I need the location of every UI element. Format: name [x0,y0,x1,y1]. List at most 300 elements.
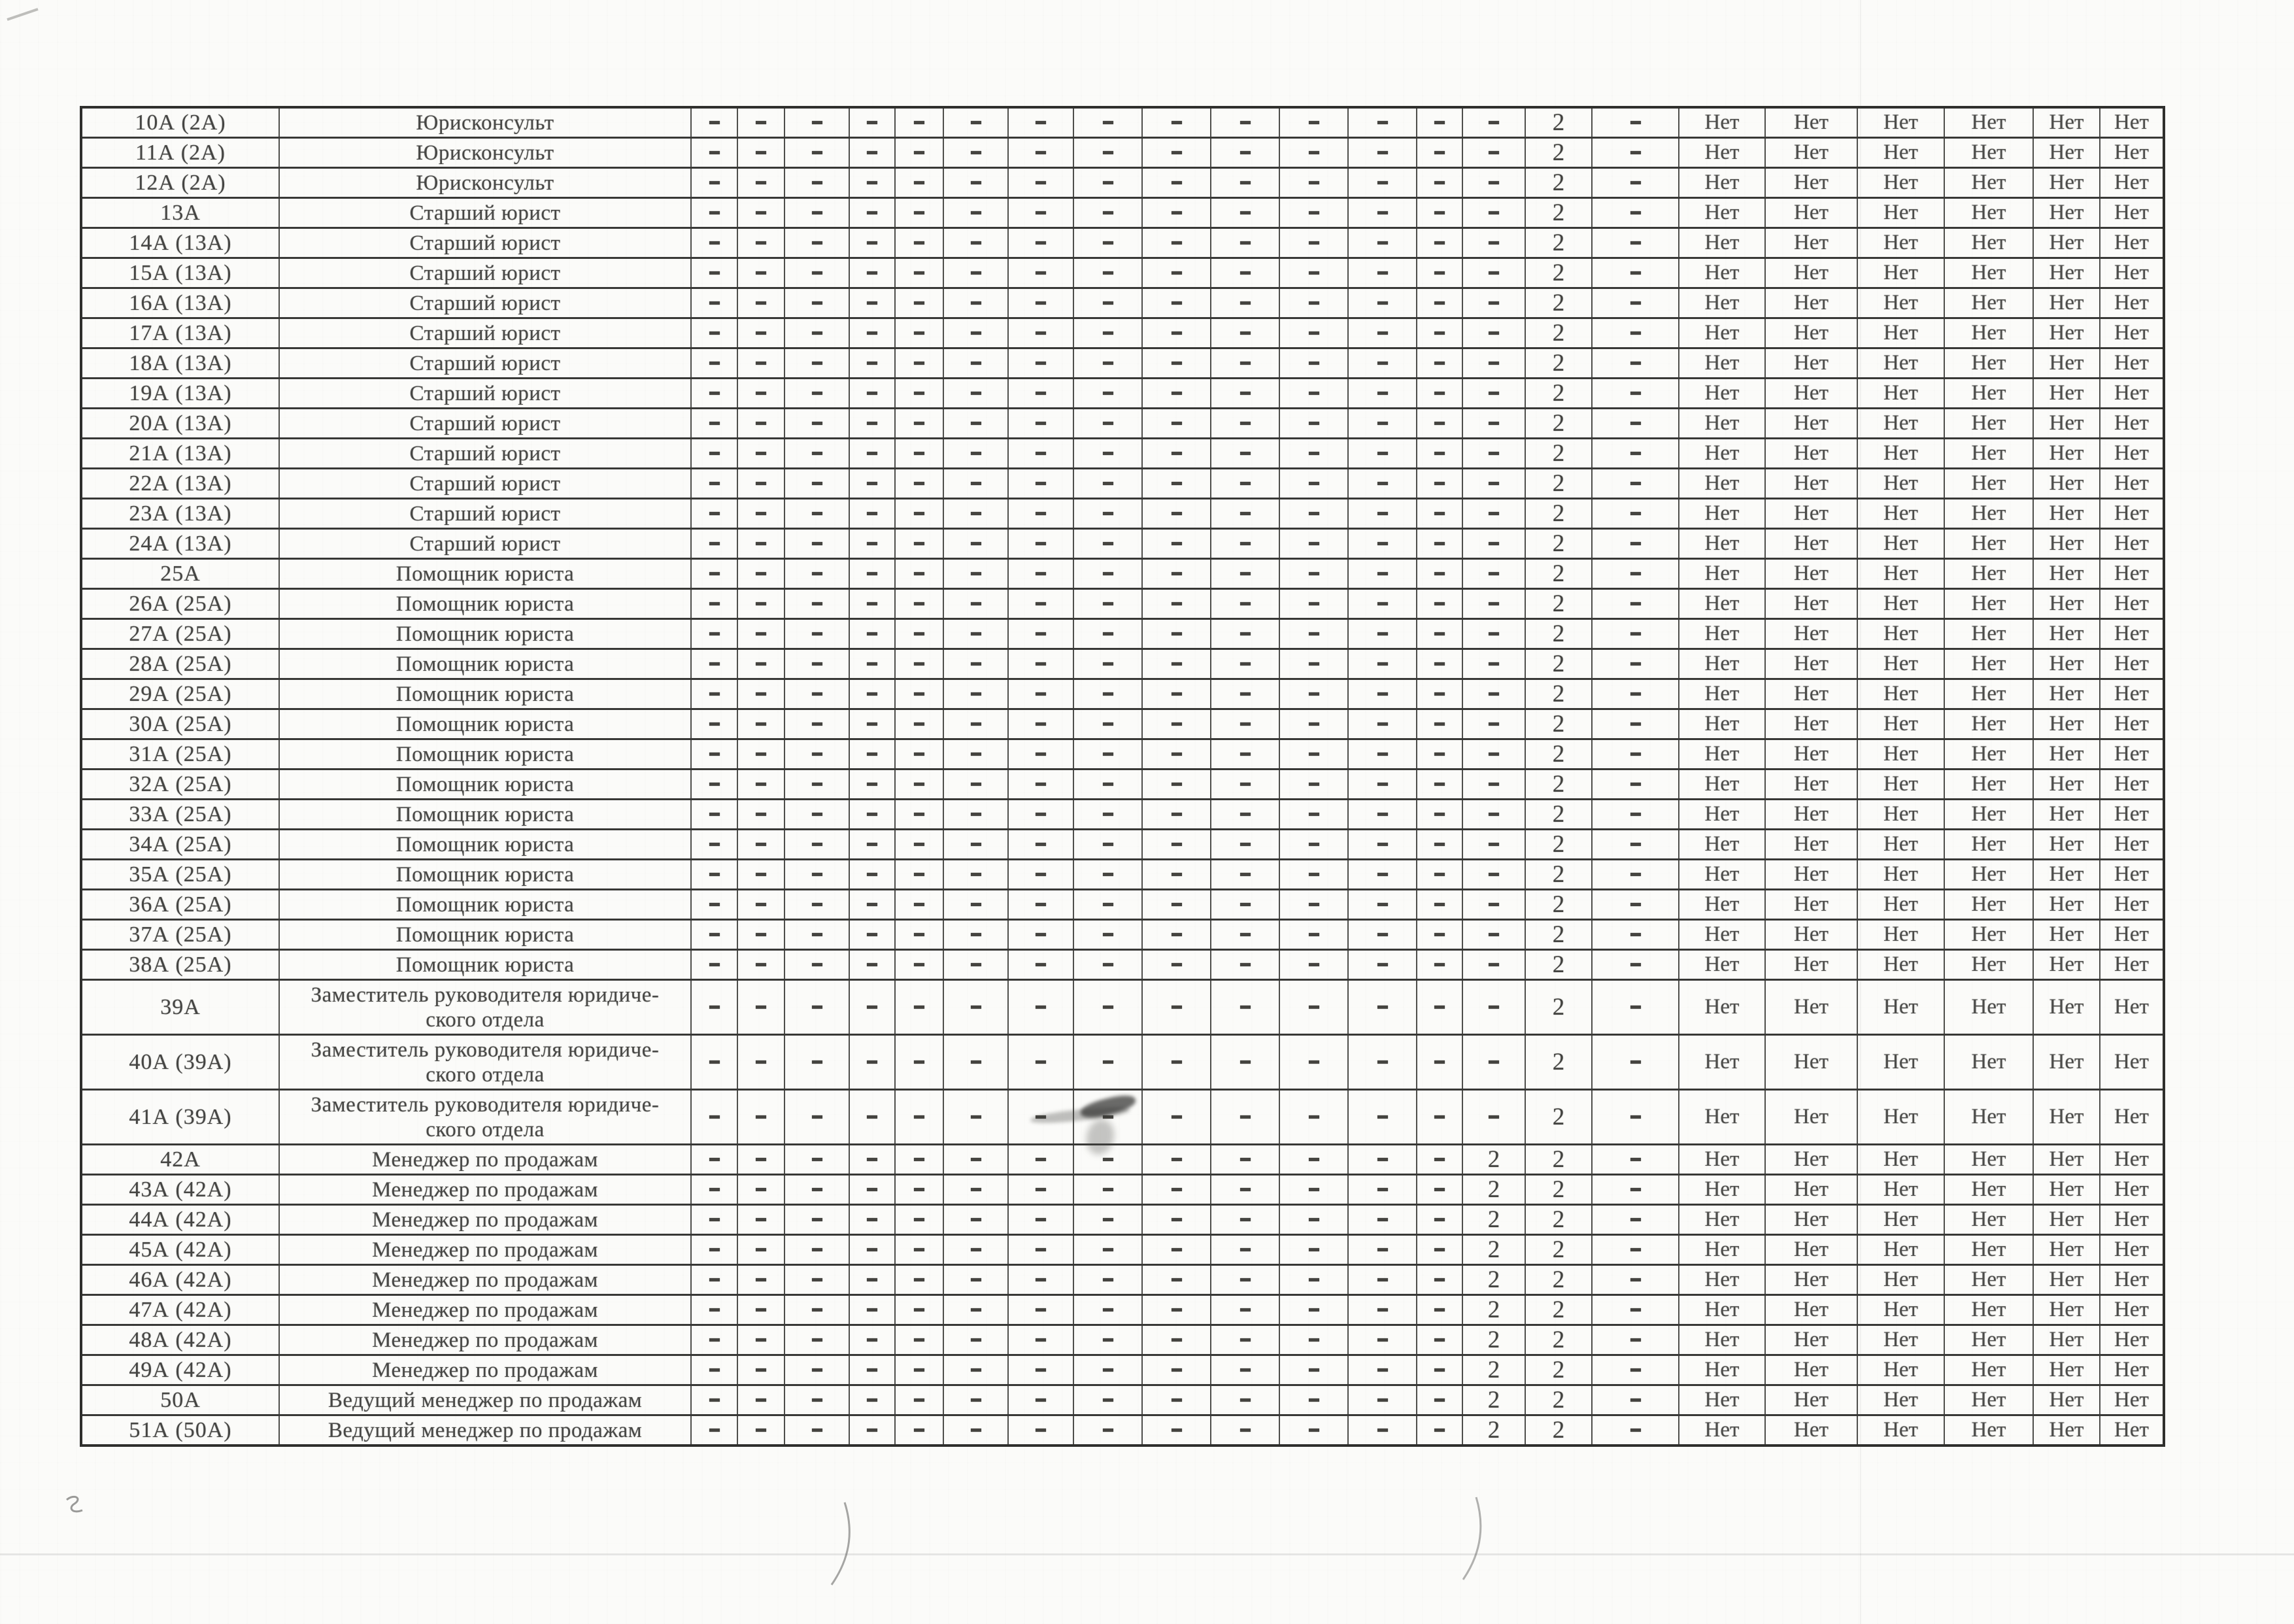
dash-cell [1142,288,1211,318]
dash-cell [1008,1175,1073,1205]
dash-cell [1592,1205,1679,1235]
count-cell: 2 [1525,619,1592,649]
net-cell: Нет [2033,379,2100,409]
net-cell: Нет [2033,980,2100,1035]
dash-cell [1462,499,1525,529]
dash-cell [1348,288,1417,318]
net-cell: Нет [1679,589,1765,619]
count-cell: 2 [1462,1205,1525,1235]
dash-cell [1462,348,1525,379]
dash-cell [943,1175,1008,1205]
dash-mark [709,482,720,485]
dash-mark [1377,301,1388,305]
net-cell: Нет [1765,860,1857,890]
dash-cell [1008,679,1073,709]
dash-cell [1348,1035,1417,1090]
dash-cell [737,980,784,1035]
dash-mark [914,963,924,966]
dash-mark [709,1188,720,1191]
dash-mark [914,211,924,214]
dash-mark [1630,1338,1641,1342]
net-cell: Нет [1944,318,2033,348]
dash-mark [756,362,766,365]
dash-mark [1036,722,1046,726]
dash-mark [971,873,981,876]
dash-cell [1211,348,1279,379]
dash-cell [1279,559,1348,589]
dash-mark [1240,241,1251,245]
dash-cell [1279,739,1348,770]
dash-mark [867,662,877,666]
dash-cell [737,1205,784,1235]
dash-cell [784,198,849,228]
net-cell: Нет [2100,1265,2164,1295]
dash-cell [784,379,849,409]
net-cell: Нет [1765,679,1857,709]
dash-mark [971,1308,981,1311]
position-code-cell: 48А (42А) [81,1325,279,1355]
count-cell: 2 [1525,709,1592,739]
dash-mark [1630,1115,1641,1119]
dash-cell [1279,469,1348,499]
net-cell: Нет [2100,1235,2164,1265]
net-cell: Нет [1679,619,1765,649]
dash-cell [943,770,1008,800]
dash-mark [867,1060,877,1064]
position-code-cell: 49А (42А) [81,1355,279,1385]
job-title-cell [279,559,691,589]
count-cell: 2 [1462,1385,1525,1415]
dash-mark [812,602,822,605]
dash-cell [1211,1385,1279,1415]
dash-cell [1348,890,1417,920]
dash-mark [1489,512,1499,515]
position-code-cell: 14А (13А) [81,228,279,258]
net-cell: Нет [1857,469,1944,499]
net-cell: Нет [1765,1175,1857,1205]
net-cell: Нет [2100,258,2164,288]
job-title-cell [279,619,691,649]
dash-mark [914,1006,924,1009]
job-title-line: Помощник юриста [396,682,575,706]
dash-mark [914,331,924,335]
dash-mark [1377,482,1388,485]
net-cell: Нет [1857,1145,1944,1175]
dash-cell [1073,1145,1142,1175]
net-cell: Нет [1944,379,2033,409]
dash-cell [784,1145,849,1175]
net-cell: Нет [1679,890,1765,920]
dash-cell [1417,1035,1462,1090]
net-cell: Нет [1679,288,1765,318]
dash-mark [1103,331,1113,335]
count-cell: 2 [1525,168,1592,198]
dash-mark [1630,362,1641,365]
net-cell: Нет [1857,589,1944,619]
dash-cell [849,830,895,860]
dash-cell [691,1035,737,1090]
dash-cell [1417,138,1462,168]
dash-mark [709,1429,720,1432]
net-cell: Нет [1857,409,1944,439]
dash-mark [914,1278,924,1281]
dash-mark [812,963,822,966]
net-cell: Нет [1857,529,1944,559]
dash-cell [1462,559,1525,589]
dash-cell [784,709,849,739]
dash-cell [1462,138,1525,168]
dash-mark [1240,1398,1251,1402]
dash-cell [1142,439,1211,469]
dash-cell [1417,1355,1462,1385]
dash-cell [1348,469,1417,499]
dash-mark [1489,1006,1499,1009]
net-cell: Нет [1679,950,1765,980]
net-cell: Нет [1679,709,1765,739]
dash-cell [784,168,849,198]
job-title-cell [279,138,691,168]
net-cell: Нет [2033,830,2100,860]
dash-mark [914,662,924,666]
dash-mark [1309,331,1319,335]
dash-mark [1309,753,1319,756]
job-title-cell [279,499,691,529]
dash-cell [691,228,737,258]
net-cell: Нет [1857,1090,1944,1145]
dash-cell [1348,258,1417,288]
dash-mark [1036,813,1046,816]
dash-mark [812,722,822,726]
dash-mark [867,241,877,245]
dash-mark [709,452,720,455]
dash-cell [1211,739,1279,770]
dash-mark [1309,271,1319,275]
dash-mark [1036,331,1046,335]
net-cell: Нет [1679,1295,1765,1325]
dash-mark [756,1429,766,1432]
dash-cell [1592,770,1679,800]
dash-cell [691,1355,737,1385]
dash-cell [1073,860,1142,890]
dash-mark [914,151,924,154]
dash-mark [914,1188,924,1191]
dash-cell [1348,318,1417,348]
dash-cell [691,1415,737,1446]
dash-mark [867,903,877,906]
dash-mark [1377,1158,1388,1161]
dash-mark [1172,813,1182,816]
dash-mark [1489,662,1499,666]
net-cell: Нет [1857,1265,1944,1295]
dash-cell [943,1265,1008,1295]
dash-cell [943,1415,1008,1446]
dash-cell [1008,138,1073,168]
dash-mark [1309,1278,1319,1281]
dash-cell [849,920,895,950]
job-title-line: ского отдела [426,1062,545,1087]
dash-mark [1309,843,1319,846]
dash-cell [1279,830,1348,860]
dash-cell [784,409,849,439]
dash-mark [1172,362,1182,365]
dash-cell [784,318,849,348]
dash-cell [1142,228,1211,258]
dash-mark [1309,602,1319,605]
net-cell: Нет [1679,409,1765,439]
dash-mark [1630,512,1641,515]
net-cell: Нет [1857,138,1944,168]
dash-cell [943,709,1008,739]
job-title-line: ского отдела [426,1117,545,1142]
dash-mark [1103,422,1113,425]
dash-cell [895,619,943,649]
dash-mark [867,151,877,154]
dash-cell [737,1355,784,1385]
dash-cell [1592,559,1679,589]
dash-mark [867,1368,877,1372]
dash-cell [849,1325,895,1355]
dash-mark [971,452,981,455]
dash-mark [812,241,822,245]
dash-mark [1103,482,1113,485]
dash-cell [943,409,1008,439]
dash-mark [1489,783,1499,786]
dash-mark [1103,1338,1113,1342]
dash-cell [849,1295,895,1325]
dash-cell [1142,499,1211,529]
dash-cell [1462,228,1525,258]
net-cell: Нет [1765,318,1857,348]
dash-cell [895,1415,943,1446]
net-cell: Нет [1679,1235,1765,1265]
dash-mark [914,392,924,395]
net-cell: Нет [1944,529,2033,559]
dash-cell [784,1265,849,1295]
dash-mark [756,211,766,214]
dash-cell [737,288,784,318]
net-cell: Нет [2033,1415,2100,1446]
dash-mark [1103,512,1113,515]
dash-mark [756,1398,766,1402]
dash-cell [895,318,943,348]
dash-cell [895,1265,943,1295]
dash-cell [943,1325,1008,1355]
corner-tick-artifact [5,4,41,25]
dash-cell [691,1090,737,1145]
dash-mark [1172,331,1182,335]
net-cell: Нет [1765,800,1857,830]
count-cell: 2 [1525,920,1592,950]
dash-cell [943,348,1008,379]
dash-mark [971,121,981,124]
dash-mark [812,512,822,515]
dash-cell [1211,559,1279,589]
dash-mark [812,783,822,786]
dash-mark [709,813,720,816]
net-cell: Нет [1765,709,1857,739]
net-cell: Нет [1857,1355,1944,1385]
dash-cell [784,529,849,559]
net-cell: Нет [2100,830,2164,860]
job-title-line: ского отдела [426,1007,545,1032]
dash-cell [737,1265,784,1295]
dash-cell [1462,770,1525,800]
pen-curve-artifact-left [826,1501,855,1586]
dash-mark [1630,572,1641,575]
position-code-cell: 24А (13А) [81,529,279,559]
dash-cell [1142,469,1211,499]
dash-mark [1489,843,1499,846]
dash-mark [709,572,720,575]
net-cell: Нет [1944,950,2033,980]
dash-cell [691,1145,737,1175]
dash-cell [1008,439,1073,469]
dash-cell [691,469,737,499]
dash-mark [1630,241,1641,245]
dash-cell [1008,107,1073,138]
dash-cell [1417,288,1462,318]
dash-cell [1008,890,1073,920]
dash-cell [1073,1205,1142,1235]
dash-cell [1211,318,1279,348]
net-cell: Нет [1944,830,2033,860]
net-cell: Нет [1857,1235,1944,1265]
dash-cell [849,529,895,559]
dash-cell [849,1235,895,1265]
dash-mark [971,241,981,245]
dash-cell [895,529,943,559]
net-cell: Нет [1679,318,1765,348]
dash-cell [1417,589,1462,619]
count-cell: 2 [1525,529,1592,559]
dash-mark [1309,452,1319,455]
dash-mark [867,1429,877,1432]
dash-cell [1073,439,1142,469]
dash-mark [1377,1368,1388,1372]
job-title-cell [279,228,691,258]
dash-mark [1630,452,1641,455]
dash-mark [1309,1188,1319,1191]
dash-cell [1417,619,1462,649]
dash-mark [1434,331,1445,335]
dash-mark [971,903,981,906]
dash-mark [867,843,877,846]
dash-mark [867,1218,877,1221]
dash-cell [1073,1295,1142,1325]
count-cell: 2 [1525,679,1592,709]
dash-mark [1172,1429,1182,1432]
dash-mark [1434,151,1445,154]
dash-mark [1036,211,1046,214]
dash-cell [849,950,895,980]
dash-cell [784,649,849,679]
job-title-cell [279,980,691,1035]
dash-mark [1172,1115,1182,1119]
count-cell: 2 [1525,800,1592,830]
dash-mark [812,753,822,756]
dash-mark [1103,452,1113,455]
net-cell: Нет [2100,739,2164,770]
dash-cell [895,168,943,198]
dash-mark [914,1115,924,1119]
job-title-cell [279,860,691,890]
net-cell: Нет [2033,198,2100,228]
dash-cell [1142,1090,1211,1145]
net-cell: Нет [1679,770,1765,800]
dash-cell [1348,1295,1417,1325]
job-title-line: Старший юрист [409,321,561,345]
dash-cell [1073,649,1142,679]
dash-cell [737,589,784,619]
dash-cell [1348,830,1417,860]
dash-mark [971,602,981,605]
dash-mark [1309,1429,1319,1432]
dash-mark [1630,271,1641,275]
net-cell: Нет [1944,739,2033,770]
dash-cell [1592,890,1679,920]
dash-cell [943,1090,1008,1145]
dash-mark [971,722,981,726]
net-cell: Нет [1679,1355,1765,1385]
dash-mark [709,301,720,305]
dash-cell [1008,1145,1073,1175]
dash-mark [1489,572,1499,575]
dash-cell [849,379,895,409]
dash-mark [1434,873,1445,876]
dash-cell [1073,258,1142,288]
dash-cell [737,348,784,379]
dash-cell [1073,499,1142,529]
dash-cell [1279,1090,1348,1145]
dash-cell [943,739,1008,770]
dash-mark [756,843,766,846]
dash-mark [971,753,981,756]
dash-cell [1073,1090,1142,1145]
dash-mark [756,632,766,635]
dash-mark [1489,301,1499,305]
position-code-cell: 50А [81,1385,279,1415]
position-code-cell: 19А (13А) [81,379,279,409]
dash-cell [1279,258,1348,288]
dash-mark [709,722,720,726]
dash-cell [784,107,849,138]
net-cell: Нет [1679,920,1765,950]
dash-mark [1309,1158,1319,1161]
dash-cell [1592,860,1679,890]
net-cell: Нет [2100,138,2164,168]
dash-mark [756,1278,766,1281]
net-cell: Нет [2033,860,2100,890]
dash-cell [943,318,1008,348]
dash-mark [1434,1188,1445,1191]
dash-mark [1309,783,1319,786]
net-cell: Нет [1857,439,1944,469]
dash-mark [1240,903,1251,906]
dash-cell [691,138,737,168]
job-title-line: Менеджер по продажам [372,1208,598,1232]
net-cell: Нет [2033,529,2100,559]
dash-mark [1434,1248,1445,1251]
dash-cell [691,1235,737,1265]
dash-mark [756,813,766,816]
dash-mark [1036,903,1046,906]
dash-cell [691,439,737,469]
job-title-line: Менеджер по продажам [372,1298,598,1322]
net-cell: Нет [1765,980,1857,1035]
net-cell: Нет [1765,589,1857,619]
dash-mark [1434,783,1445,786]
count-cell: 2 [1462,1265,1525,1295]
